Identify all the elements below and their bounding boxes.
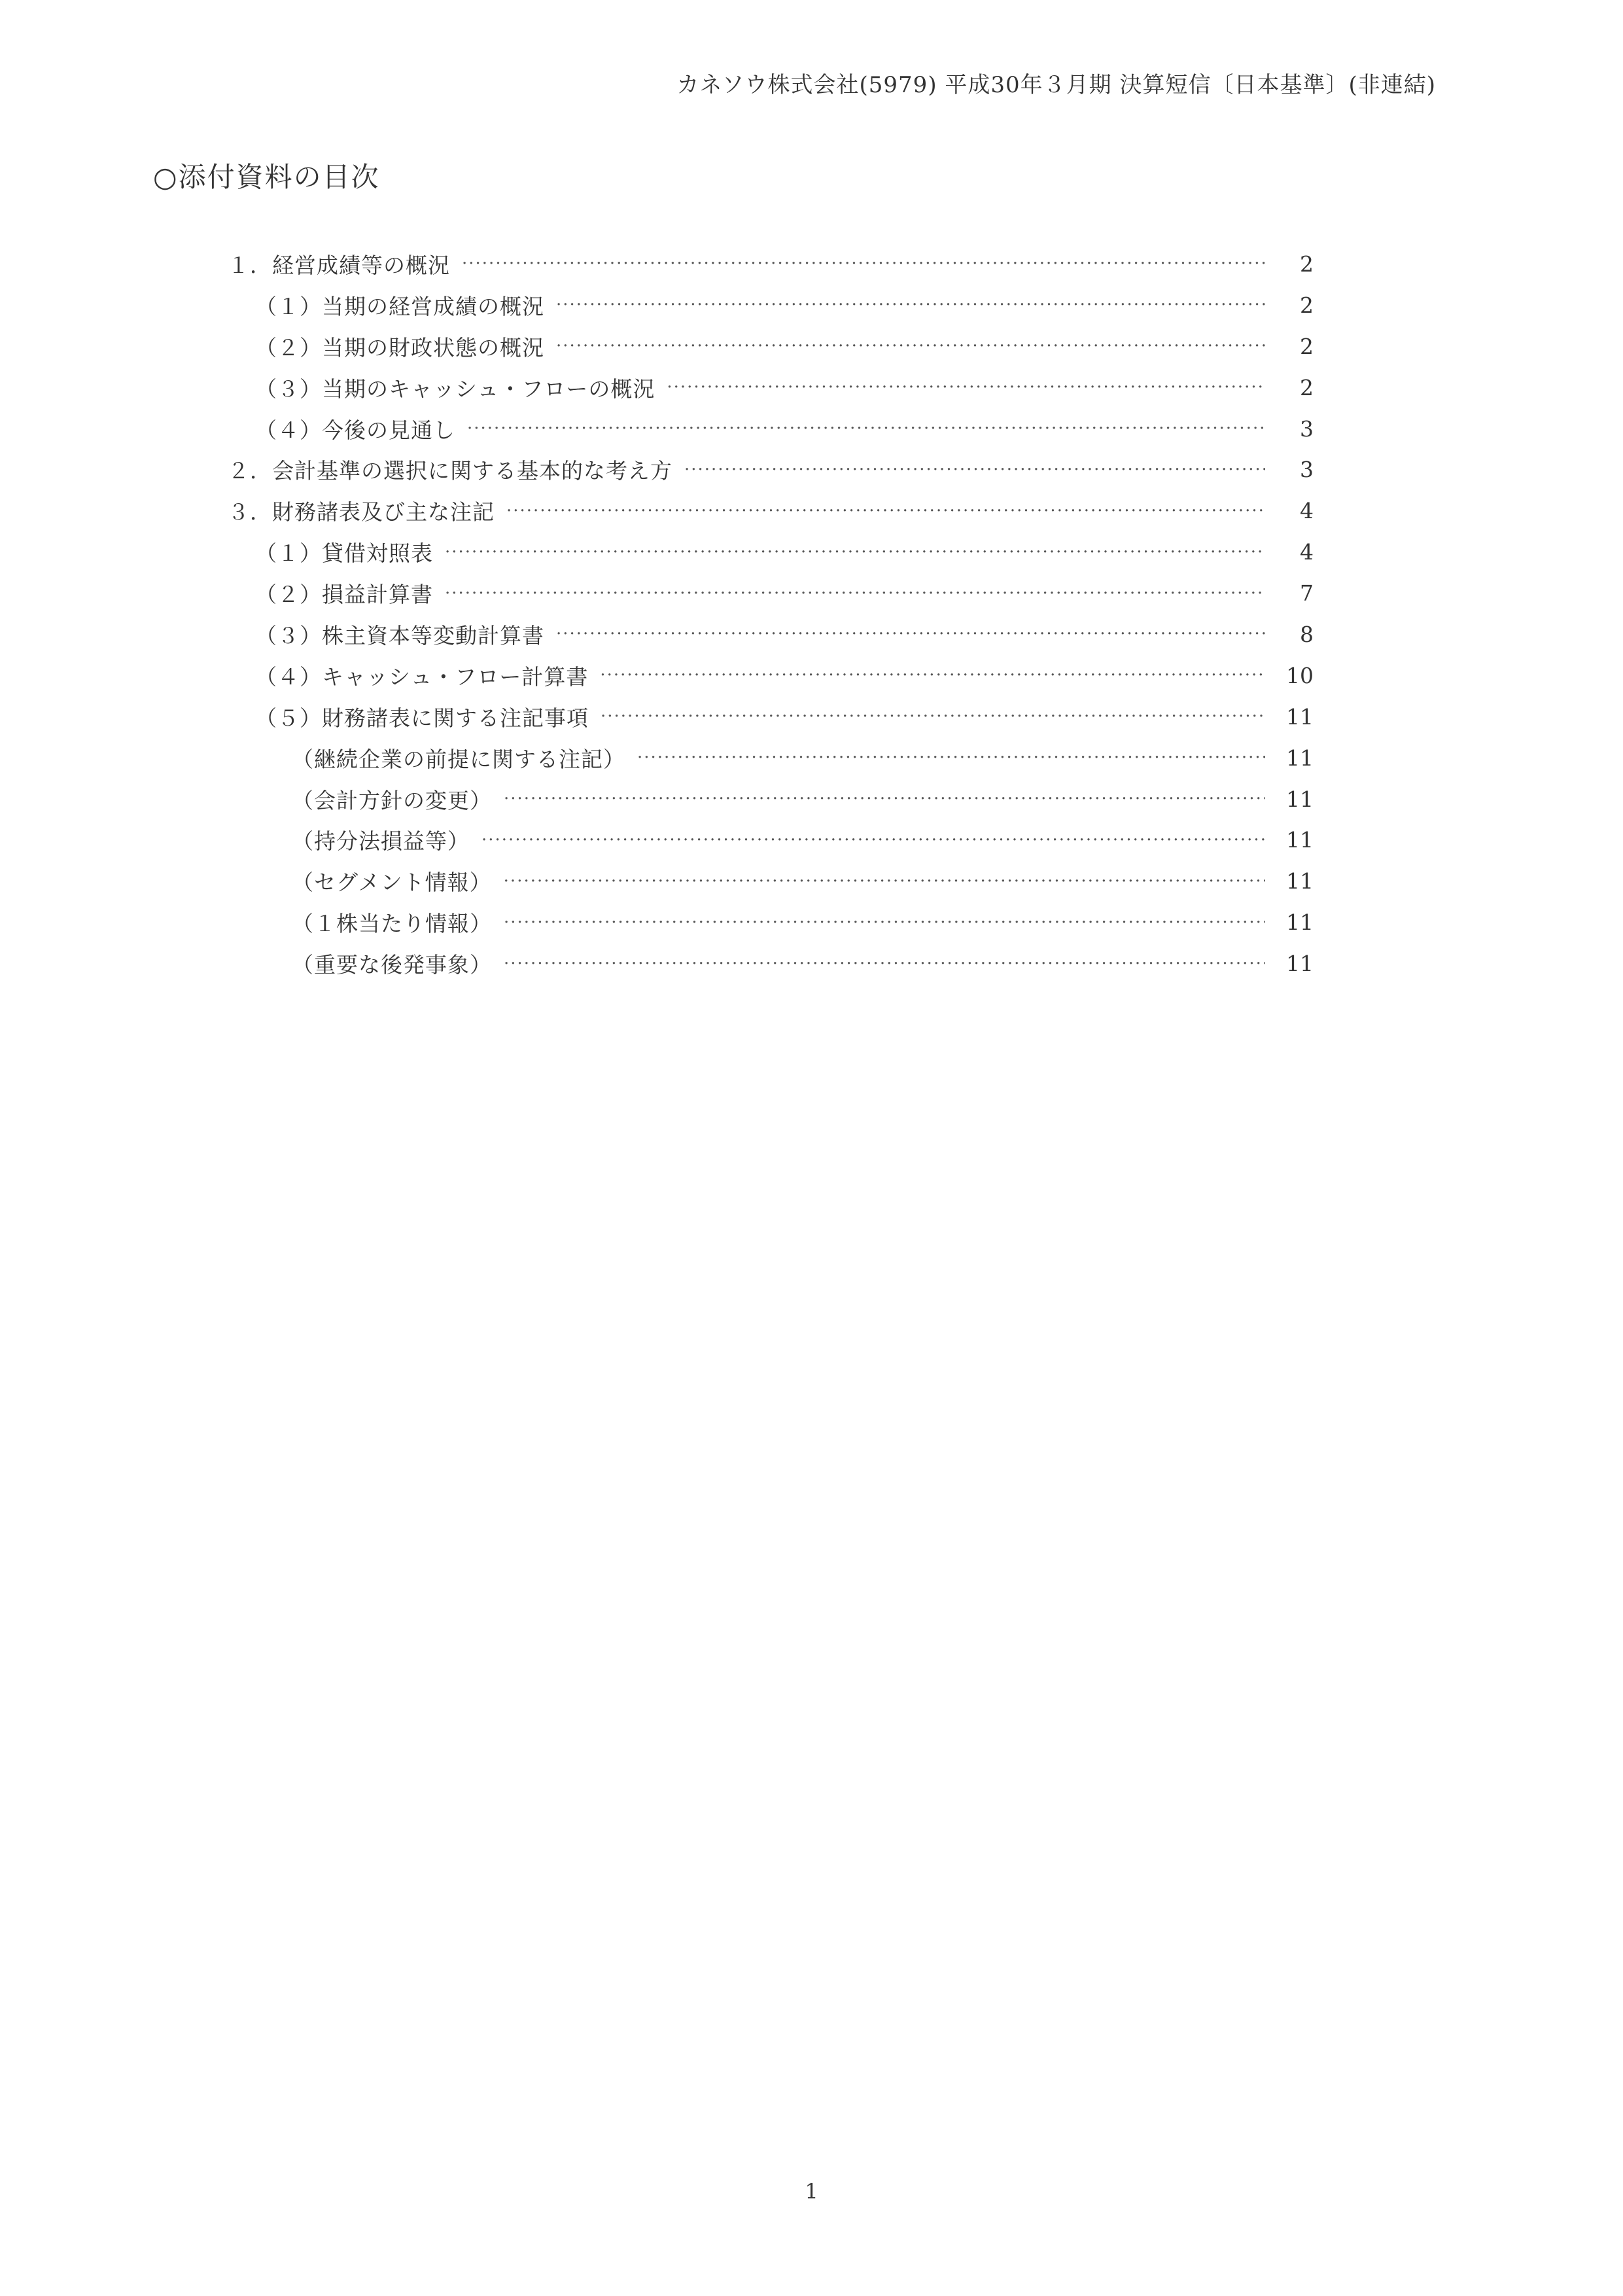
toc-entry-label: （３）株主資本等変動計算書 [255, 622, 544, 648]
toc-entry [228, 408, 1314, 450]
toc-entry-label: （５）財務諸表に関する注記事項 [255, 705, 589, 731]
toc-entry [228, 490, 1314, 531]
toc-leader-dots [504, 872, 1265, 891]
toc-entry-page: 2 [1300, 292, 1314, 318]
toc-leader-dots [600, 665, 1265, 685]
toc-entry-page: 11 [1286, 868, 1314, 894]
toc-entry [228, 819, 1314, 860]
toc-leader-dots [481, 830, 1265, 850]
toc-leader-dots [601, 707, 1265, 726]
toc-entry-label: １．経営成績等の概況 [228, 252, 450, 278]
toc-leader-dots [504, 913, 1265, 932]
toc-entry-label: （１株当たり情報） [292, 911, 492, 937]
toc-leader-dots [504, 789, 1265, 809]
toc-entry [228, 860, 1314, 902]
toc-entry [228, 902, 1314, 943]
toc-entry [228, 449, 1314, 490]
toc-leader-dots [556, 336, 1265, 356]
toc-entry-page: 2 [1300, 251, 1314, 277]
toc-entry-page: 8 [1300, 621, 1314, 647]
page-number: 1 [805, 2179, 818, 2204]
toc-leader-dots [637, 748, 1265, 768]
toc-entry-page: 11 [1286, 703, 1314, 730]
toc-entry-page: 3 [1300, 457, 1314, 483]
toc-entry-label: （１）貸借対照表 [255, 540, 433, 567]
toc-entry-label: （セグメント情報） [292, 870, 492, 896]
section-title: ○添付資料の目次 [153, 161, 380, 193]
toc-entry-label: （１）当期の経営成績の概況 [255, 293, 544, 319]
toc-entry-label: （継続企業の前提に関する注記） [292, 746, 625, 772]
toc-entry-page: 2 [1300, 333, 1314, 359]
toc-entry-page: 4 [1300, 498, 1314, 524]
toc-entry [228, 531, 1314, 573]
toc-entry-label: （持分法損益等） [292, 828, 470, 855]
toc-entry [228, 655, 1314, 696]
toc-entry-page: 10 [1286, 662, 1314, 688]
toc-entry-page: 11 [1286, 786, 1314, 812]
toc-entry-page: 11 [1286, 910, 1314, 936]
toc-entry-label: （重要な後発事象） [292, 952, 492, 978]
toc-entry [228, 367, 1314, 408]
toc-leader-dots [684, 460, 1265, 480]
toc-entry-label: （３）当期のキャッシュ・フローの概況 [255, 376, 655, 402]
toc-entry [228, 779, 1314, 820]
toc-leader-dots [667, 378, 1265, 397]
toc-entry-page: 11 [1286, 745, 1314, 771]
toc-leader-dots [445, 584, 1265, 603]
toc-entry-page: 11 [1286, 827, 1314, 853]
toc-entry-page: 11 [1286, 951, 1314, 977]
toc-leader-dots [506, 501, 1265, 521]
toc-entry [228, 326, 1314, 367]
toc-entry-label: （４）キャッシュ・フロー計算書 [255, 663, 589, 690]
toc-entry-page: 2 [1300, 374, 1314, 400]
toc-entry-page: 4 [1300, 539, 1314, 565]
toc-entry [228, 943, 1314, 984]
toc-leader-dots [556, 624, 1265, 644]
document-header: カネソウ株式会社(5979) 平成30年３月期 決算短信〔日本基準〕(非連結) [676, 72, 1436, 98]
toc-entry [228, 243, 1314, 285]
toc-entry-label: ３．財務諸表及び主な注記 [228, 499, 495, 525]
toc-entry-page: 3 [1300, 415, 1314, 442]
toc-entry [228, 285, 1314, 326]
toc-entry-label: （２）損益計算書 [255, 582, 433, 608]
toc-entry [228, 573, 1314, 614]
table-of-contents [228, 243, 1314, 984]
toc-leader-dots [467, 419, 1265, 438]
toc-entry [228, 614, 1314, 655]
toc-entry-label: （４）今後の見通し [255, 417, 455, 443]
toc-leader-dots [556, 295, 1265, 315]
toc-entry-label: （２）当期の財政状態の概況 [255, 334, 544, 361]
toc-leader-dots [504, 954, 1265, 974]
toc-entry [228, 696, 1314, 737]
toc-entry-label: ２．会計基準の選択に関する基本的な考え方 [228, 458, 672, 484]
toc-entry [228, 737, 1314, 779]
toc-leader-dots [462, 254, 1265, 274]
toc-leader-dots [445, 542, 1265, 562]
toc-entry-label: （会計方針の変更） [292, 787, 492, 813]
toc-entry-page: 7 [1300, 580, 1314, 607]
